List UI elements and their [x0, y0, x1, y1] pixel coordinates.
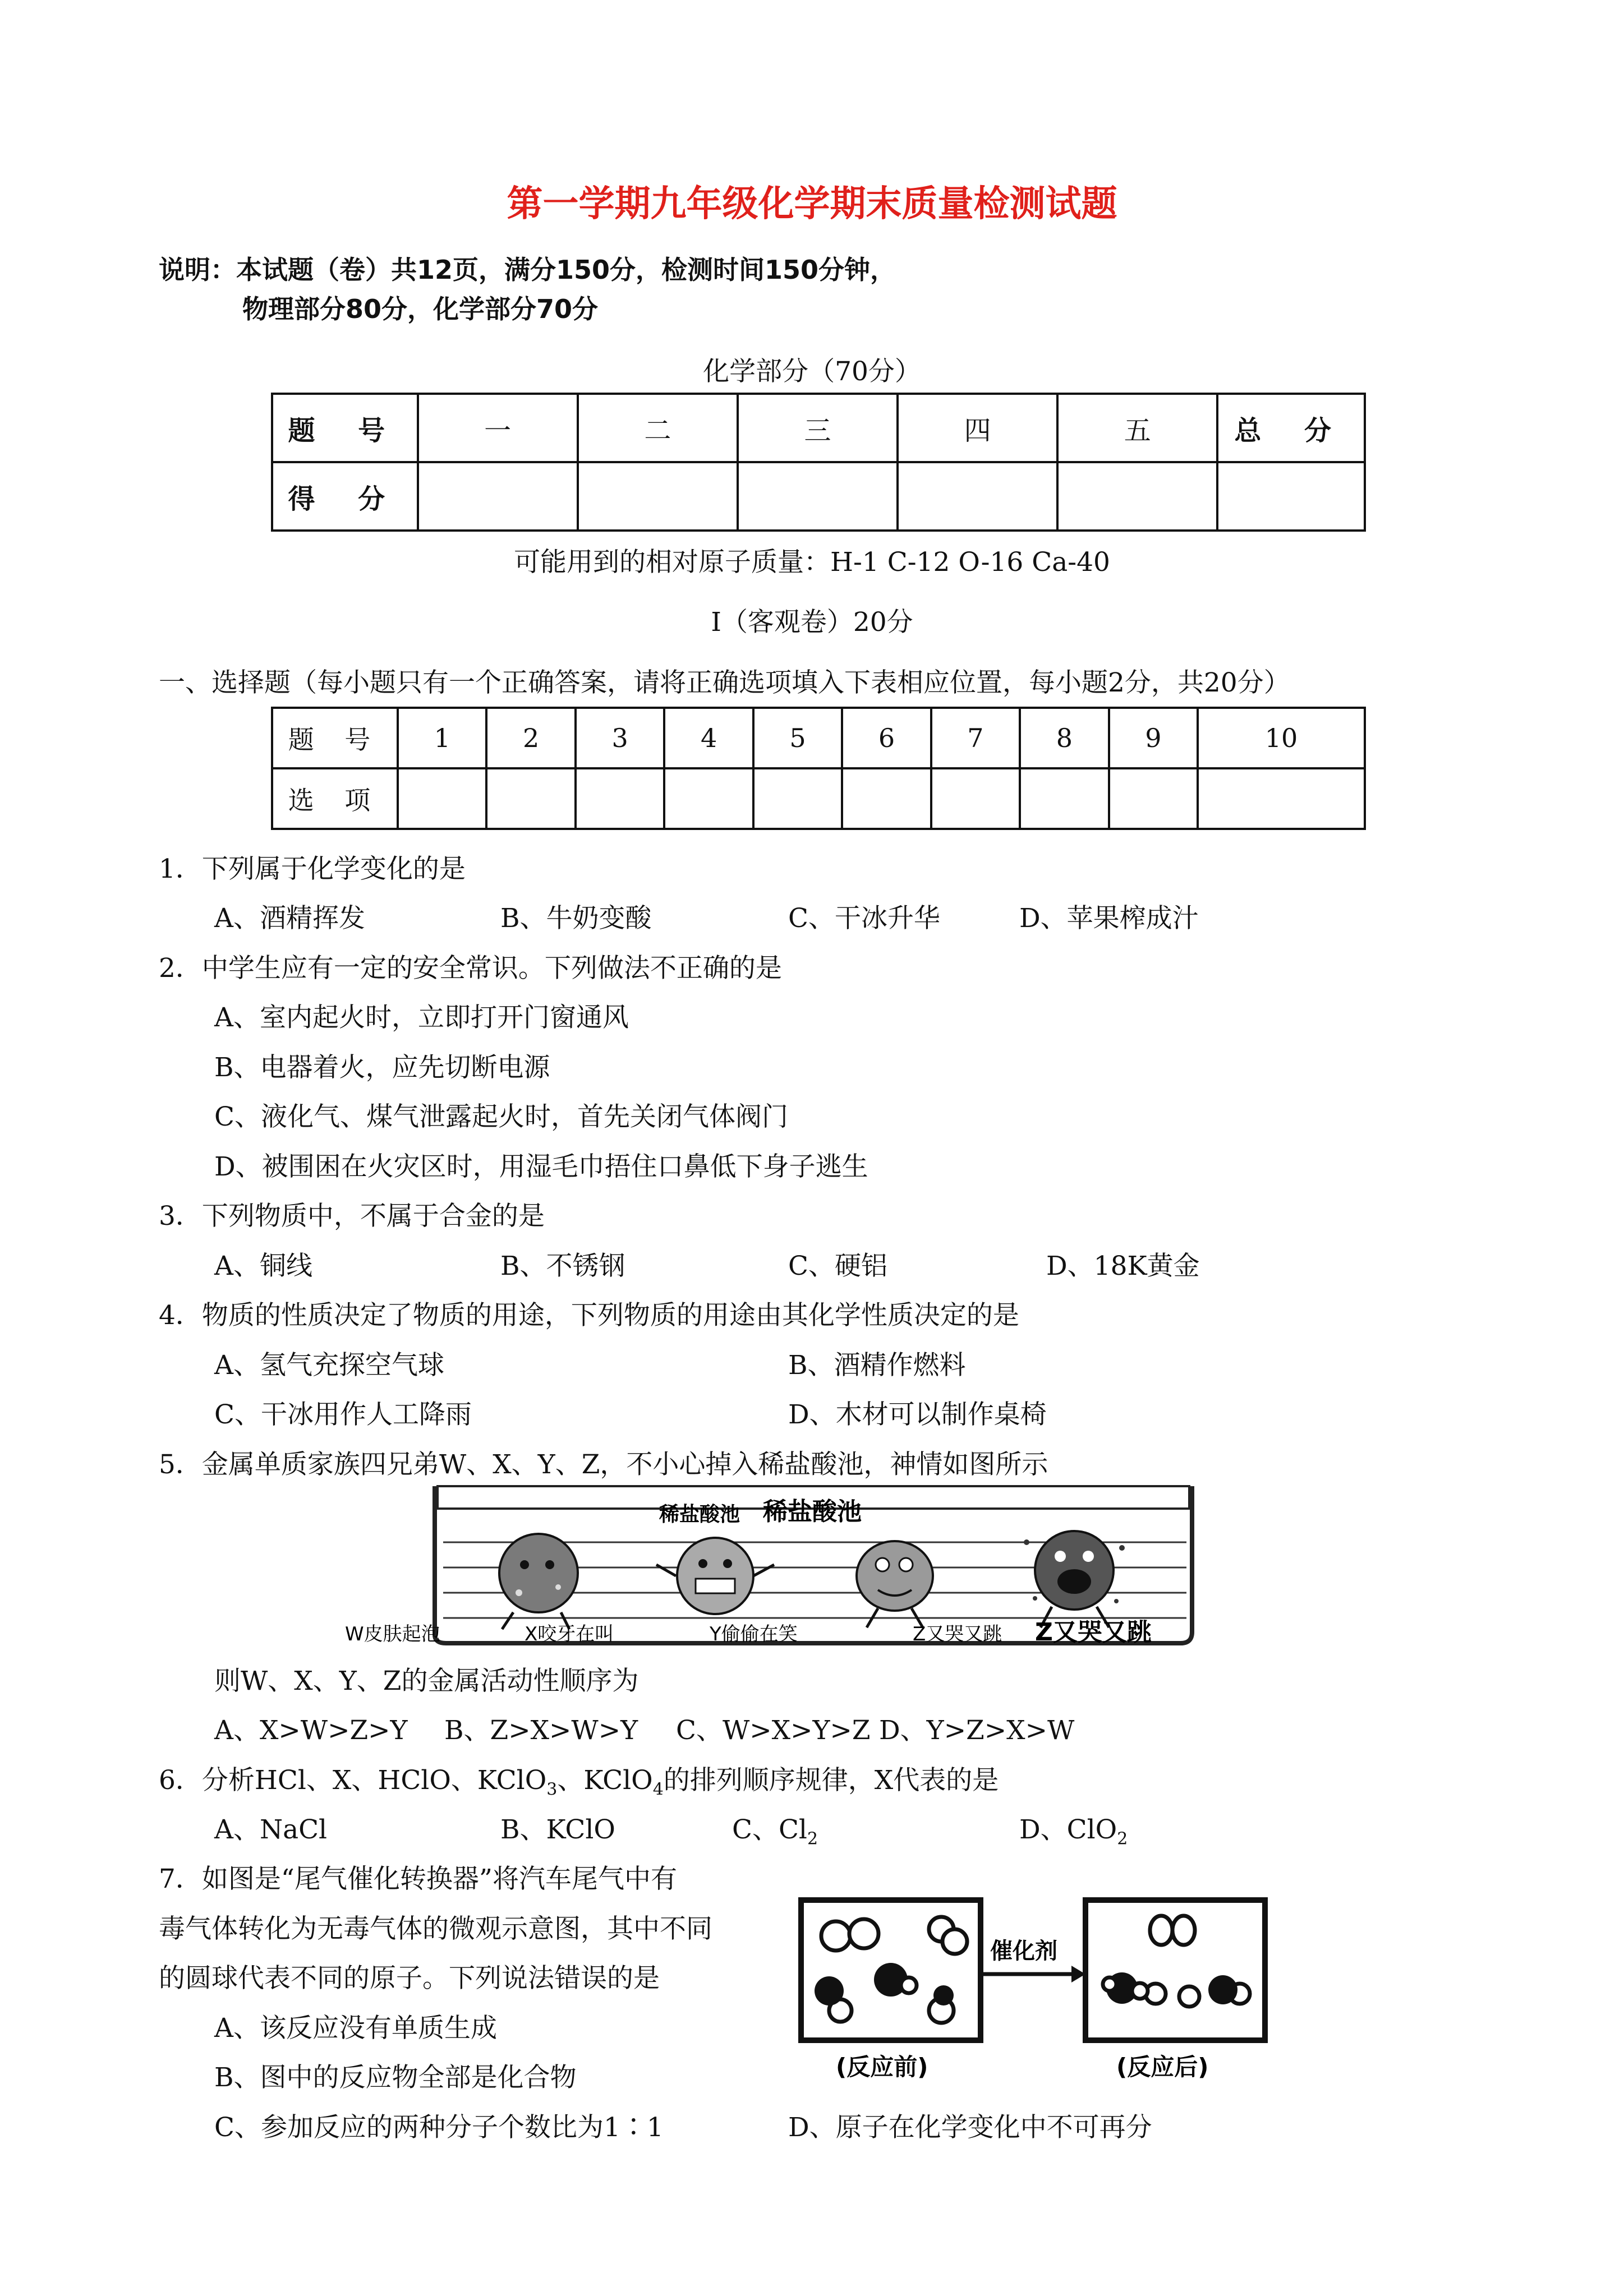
q1-option-a: A、酒精挥发	[214, 903, 365, 934]
question-number: 4	[664, 708, 753, 768]
answer-row-label: 题 号	[272, 708, 398, 768]
catalyst-label: 催化剂	[990, 1938, 1057, 1964]
q5-sub-question: 则W、X、Y、Z的金属活动性顺序为	[214, 1666, 639, 1696]
q6-stem: 6．分析HCl、X、HClO、KClO$_3$、KClO$_4$的排列顺序规律，X代表的是	[159, 1765, 999, 1800]
note-line-2: 物理部分80分，化学部分70分	[242, 294, 599, 324]
q2-option-d: D、被围困在火灾区时，用湿毛巾捂住口鼻低下身子逃生	[214, 1151, 868, 1182]
q2-option-c: C、液化气、煤气泄露起火时，首先关闭气体阀门	[214, 1101, 788, 1132]
score-header-cell: 四	[898, 394, 1057, 462]
q1-option-c: C、干冰升华	[788, 903, 940, 934]
q5-stem: 5．金属单质家族四兄弟W、X、Y、Z，不小心掉入稀盐酸池，神情如图所示	[159, 1449, 1048, 1480]
q3-option-b: B、不锈钢	[500, 1251, 625, 1281]
q7-stem-line-2: 毒气体转化为无毒气体的微观示意图，其中不同	[159, 1914, 712, 1944]
q2-option-b: B、电器着火，应先切断电源	[214, 1052, 550, 1083]
q4-option-d: D、木材可以制作桌椅	[788, 1399, 1047, 1430]
q7-stem-line-1: 7．如图是“尾气催化转换器”将汽车尾气中有	[159, 1864, 677, 1894]
answer-input-cell[interactable]	[931, 768, 1020, 829]
z-caption: Z又哭又跳	[913, 1623, 1002, 1645]
score-input-cell[interactable]	[418, 462, 578, 531]
w-caption: W皮肤起泡	[345, 1623, 440, 1645]
x-caption: X咬牙在叫	[525, 1623, 614, 1645]
question-number: 7	[931, 708, 1020, 768]
score-input-cell[interactable]	[738, 462, 898, 531]
q7-option-d: D、原子在化学变化中不可再分	[788, 2112, 1152, 2143]
q6-option-d: D、ClO$_2$	[1019, 1814, 1128, 1849]
score-input-cell[interactable]	[578, 462, 738, 531]
before-label: (反应前)	[836, 2053, 928, 2081]
answer-table	[271, 707, 1366, 830]
metal-z-character	[1024, 1531, 1125, 1628]
answer-row-label: 选 项	[272, 768, 398, 829]
q7-option-c: C、参加反应的两种分子个数比为1∶1	[214, 2112, 664, 2143]
atomic-mass-line: 可能用到的相对原子质量：H-1 C-12 O-16 Ca-40	[514, 547, 1110, 578]
score-header-cell: 总 分	[1217, 394, 1365, 462]
answer-input-cell[interactable]	[753, 768, 842, 829]
metal-x-character	[656, 1538, 774, 1614]
question-number: 5	[753, 708, 842, 768]
question-number: 8	[1020, 708, 1108, 768]
answer-input-cell[interactable]	[486, 768, 575, 829]
q6-option-c: C、$Cl_2$	[732, 1814, 818, 1849]
question-number: 1	[398, 708, 486, 768]
answer-input-cell[interactable]	[1109, 768, 1198, 829]
q4-stem: 4．物质的性质决定了物质的用途，下列物质的用途由其化学性质决定的是	[159, 1300, 1019, 1331]
pool-label-1: 稀盐酸池	[659, 1503, 740, 1526]
q2-stem: 2．中学生应有一定的安全常识。下列做法不正确的是	[159, 953, 782, 984]
question-number: 9	[1109, 708, 1198, 768]
q3-option-c: C、硬铝	[788, 1251, 887, 1281]
q5-option-d: D、Y>Z>X>W	[879, 1715, 1075, 1746]
pool-label-2: 稀盐酸池	[763, 1497, 862, 1526]
after-label: (反应后)	[1116, 2053, 1209, 2081]
q4-option-c: C、干冰用作人工降雨	[214, 1399, 472, 1430]
question-number: 3	[576, 708, 664, 768]
score-header-cell: 一	[418, 394, 578, 462]
q1-stem: 1．下列属于化学变化的是	[159, 854, 466, 884]
section-instructions: 一、选择题（每小题只有一个正确答案，请将正确选项填入下表相应位置，每小题2分，共20分）	[159, 667, 1290, 698]
q6-option-b: B、KClO	[500, 1814, 615, 1845]
q7-option-a: A、该反应没有单质生成	[214, 2013, 497, 2044]
q4-option-a: A、氢气充探空气球	[214, 1350, 444, 1381]
score-input-cell[interactable]	[1217, 462, 1365, 531]
score-header-cell: 题 号	[272, 394, 418, 462]
score-input-cell[interactable]	[898, 462, 1057, 531]
question-number: 2	[486, 708, 575, 768]
q3-stem: 3．下列物质中，不属于合金的是	[159, 1201, 545, 1232]
z-caption-large: Z又哭又跳	[1035, 1618, 1152, 1647]
score-header-cell: 三	[738, 394, 898, 462]
score-input-cell[interactable]	[1057, 462, 1217, 531]
answer-input-cell[interactable]	[1020, 768, 1108, 829]
q1-option-d: D、苹果榨成汁	[1019, 903, 1199, 934]
note-line-1: 说明：本试题（卷）共12页，满分150分，检测时间150分钟，	[159, 255, 896, 285]
answer-input-cell[interactable]	[664, 768, 753, 829]
score-row-label: 得 分	[272, 462, 418, 531]
answer-input-cell[interactable]	[398, 768, 486, 829]
metal-w-character	[499, 1534, 578, 1629]
q5-option-b: B、Z>X>W>Y	[444, 1715, 638, 1746]
chem-part-label: 化学部分（70分）	[703, 356, 921, 387]
answer-input-cell[interactable]	[576, 768, 664, 829]
answer-input-cell[interactable]	[842, 768, 931, 829]
q3-option-d: D、18K黄金	[1046, 1251, 1200, 1281]
q6-option-a: A、NaCl	[214, 1814, 328, 1845]
question-number: 10	[1198, 708, 1365, 768]
q4-option-b: B、酒精作燃料	[788, 1350, 966, 1381]
answer-input-cell[interactable]	[1198, 768, 1365, 829]
q7-stem-line-3: 的圆球代表不同的原子。下列说法错误的是	[159, 1963, 660, 1994]
q7-option-b: B、图中的反应物全部是化合物	[214, 2062, 577, 2093]
y-caption: Y偷偷在笑	[710, 1623, 798, 1645]
score-header-cell: 二	[578, 394, 738, 462]
score-header-cell: 五	[1057, 394, 1217, 462]
section-title: Ⅰ（客观卷）20分	[711, 607, 913, 638]
q7-figure-catalytic-converter	[797, 1896, 1402, 2086]
metal-y-character	[857, 1541, 933, 1628]
q5-option-a: A、X>W>Z>Y	[214, 1715, 408, 1746]
q2-option-a: A、室内起火时，立即打开门窗通风	[214, 1002, 629, 1033]
score-table	[271, 393, 1366, 532]
q1-option-b: B、牛奶变酸	[500, 903, 652, 934]
exam-title: 第一学期九年级化学期末质量检测试题	[507, 183, 1117, 225]
q3-option-a: A、铜线	[214, 1251, 312, 1281]
q5-option-c: C、W>X>Y>Z	[676, 1715, 871, 1746]
q5-figure-acid-pool	[345, 1481, 1198, 1649]
question-number: 6	[842, 708, 931, 768]
